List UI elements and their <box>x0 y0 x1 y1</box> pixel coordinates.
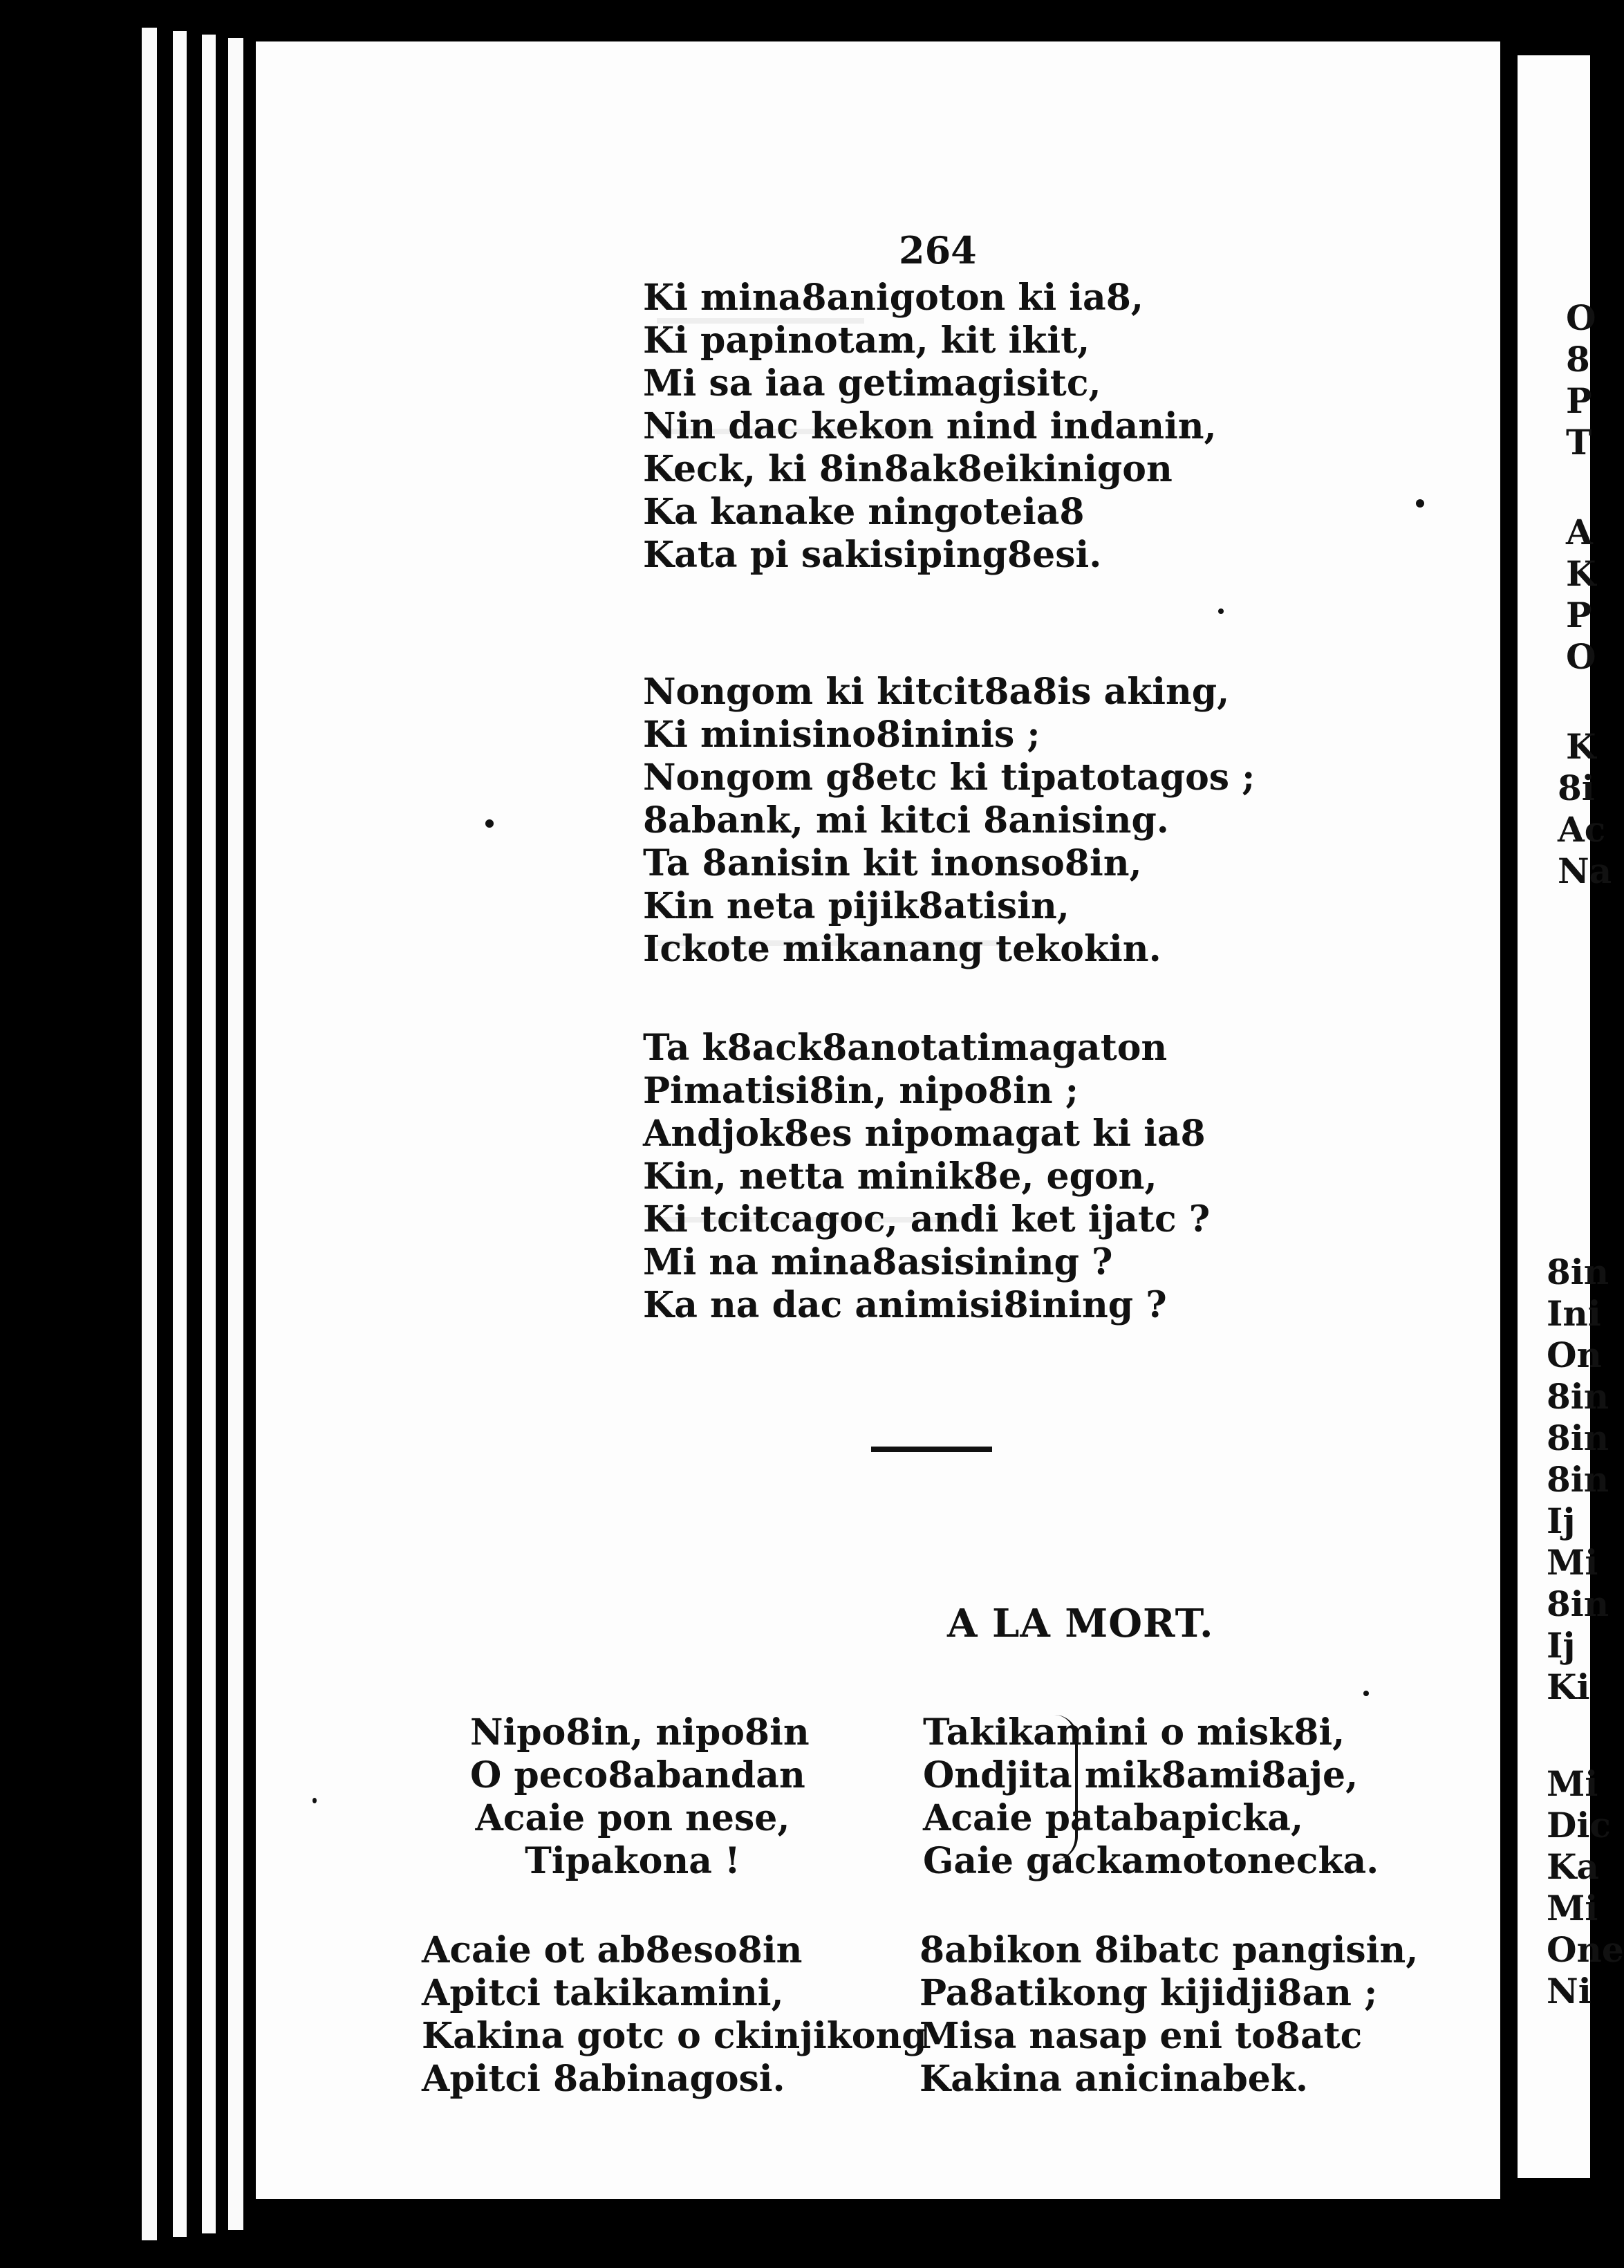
verse-line: Acaie pon nese, <box>475 1797 790 1839</box>
fragment: 8i <box>1558 768 1595 808</box>
refrain-right <box>923 1711 1379 1883</box>
verse-line: Kin, netta minik8e, egon, <box>643 1155 1157 1198</box>
verse-line: Tipakona ! <box>525 1840 740 1882</box>
verse-line: Pimatisi8in, nipo8in ; <box>643 1070 1079 1112</box>
verse-left <box>422 1929 927 2101</box>
fragment: K <box>1566 726 1596 767</box>
fragment: Ni <box>1547 1971 1592 2011</box>
verse-line: Pa8atikong kijidji8an ; <box>920 1972 1378 2014</box>
fragment: 8in <box>1547 1459 1609 1500</box>
fragment: T <box>1566 422 1592 463</box>
verse-line: Ki minisino8ininis ; <box>643 714 1040 756</box>
fragment: 8 <box>1566 339 1590 380</box>
adjacent-page <box>1518 55 1624 2178</box>
page-edge <box>173 31 187 2237</box>
fragment: Ac <box>1558 809 1606 850</box>
ink-speck <box>1363 1691 1369 1696</box>
verse-line: Nin dac kekon nind indanin, <box>643 405 1217 447</box>
fragment: P <box>1566 380 1592 421</box>
fragment: Dic <box>1547 1805 1611 1846</box>
fragment: One <box>1547 1929 1624 1970</box>
verse-line: Ki mina8anigoton ki ia8, <box>643 277 1144 319</box>
verse-line: Apitci takikamini, <box>422 1972 784 2014</box>
verse-line: Ka kanake ningoteia8 <box>643 491 1085 533</box>
verse-line: Apitci 8abinagosi. <box>422 2058 785 2100</box>
verse-line: Acaie patabapicka, <box>923 1797 1304 1839</box>
verse-line: Ka na dac animisi8ining ? <box>643 1284 1167 1326</box>
verse-line: Kakina gotc o ckinjikong <box>422 2015 927 2057</box>
fragment: Mi <box>1547 1542 1598 1583</box>
verse-right <box>920 1929 1418 2101</box>
fragment: Ij <box>1547 1500 1576 1541</box>
fragment: Mi <box>1547 1763 1598 1804</box>
fragment: Ij <box>1547 1625 1576 1666</box>
verse-line: 8abank, mi kitci 8anising. <box>643 799 1169 842</box>
ink-speck <box>485 819 494 828</box>
fragment: On <box>1547 1335 1602 1375</box>
verse-line: Ki papinotam, kit ikit, <box>643 319 1090 362</box>
verse-line: Ta 8anisin kit inonso8in, <box>643 842 1142 884</box>
verse-line: Mi na mina8asisining ? <box>643 1241 1113 1283</box>
verse-line: Nipo8in, nipo8in <box>470 1711 810 1754</box>
verse-line: Kata pi sakisiping8esi. <box>643 534 1102 576</box>
fragment: K <box>1566 553 1596 594</box>
section-divider <box>871 1447 992 1452</box>
verse-line: Ki tcitcagoc, andi ket ijatc ? <box>643 1198 1211 1240</box>
verse-line: 8abikon 8ibatc pangisin, <box>920 1929 1419 1971</box>
page-edge <box>228 38 243 2230</box>
stanza-1 <box>643 277 1217 577</box>
fragment: Mi <box>1547 1888 1598 1928</box>
fragment: 8in <box>1547 1252 1609 1292</box>
fragment: Na <box>1558 850 1612 891</box>
verse-line: Acaie ot ab8eso8in <box>422 1929 803 1971</box>
fragment: 8in <box>1547 1376 1609 1417</box>
verse-line: Gaie gackamotonecka. <box>923 1840 1379 1882</box>
fragment: P <box>1566 595 1592 635</box>
verse-line: Mi sa iaa getimagisitc, <box>643 362 1101 405</box>
verse-line: Nongom g8etc ki tipatotagos ; <box>643 756 1256 799</box>
verse-line: Andjok8es nipomagat ki ia8 <box>643 1113 1206 1155</box>
section-title: A LA MORT. <box>947 1601 1214 1646</box>
verse-line: Ickote mikanang tekokin. <box>643 928 1161 970</box>
fragment: A <box>1566 512 1593 552</box>
ink-speck <box>1218 608 1224 614</box>
fragment: Ini <box>1547 1293 1601 1334</box>
verse-line: Kakina anicinabek. <box>920 2058 1309 2100</box>
fragment: 8in <box>1547 1418 1609 1458</box>
page-number: 264 <box>899 228 977 272</box>
fragment: Ki <box>1547 1666 1590 1707</box>
ink-speck <box>1416 499 1424 508</box>
page-edge <box>202 35 216 2233</box>
ink-speck <box>312 1798 317 1803</box>
fragment: O <box>1566 297 1596 338</box>
book-page <box>256 41 1500 2199</box>
stanza-3 <box>643 1027 1210 1327</box>
verse-line: Misa nasap eni to8atc <box>920 2015 1363 2057</box>
verse-line: O peco8abandan <box>470 1754 805 1796</box>
fragment: Ka <box>1547 1846 1599 1887</box>
verse-line: Ondjita mik8ami8aje, <box>923 1754 1359 1796</box>
verse-line: Kin neta pijik8atisin, <box>643 885 1070 927</box>
refrain-left <box>470 1711 810 1883</box>
verse-line: Keck, ki 8in8ak8eikinigon <box>643 448 1173 490</box>
verse-line: Ta k8ack8anotatimagaton <box>643 1027 1168 1069</box>
verse-line: Nongom ki kitcit8a8is aking, <box>643 671 1230 713</box>
stanza-2 <box>643 671 1255 971</box>
fragment: O <box>1566 636 1596 677</box>
verse-line: Takikamini o misk8i, <box>923 1711 1345 1754</box>
fragment: 8in <box>1547 1583 1609 1624</box>
page-edge <box>142 28 157 2240</box>
